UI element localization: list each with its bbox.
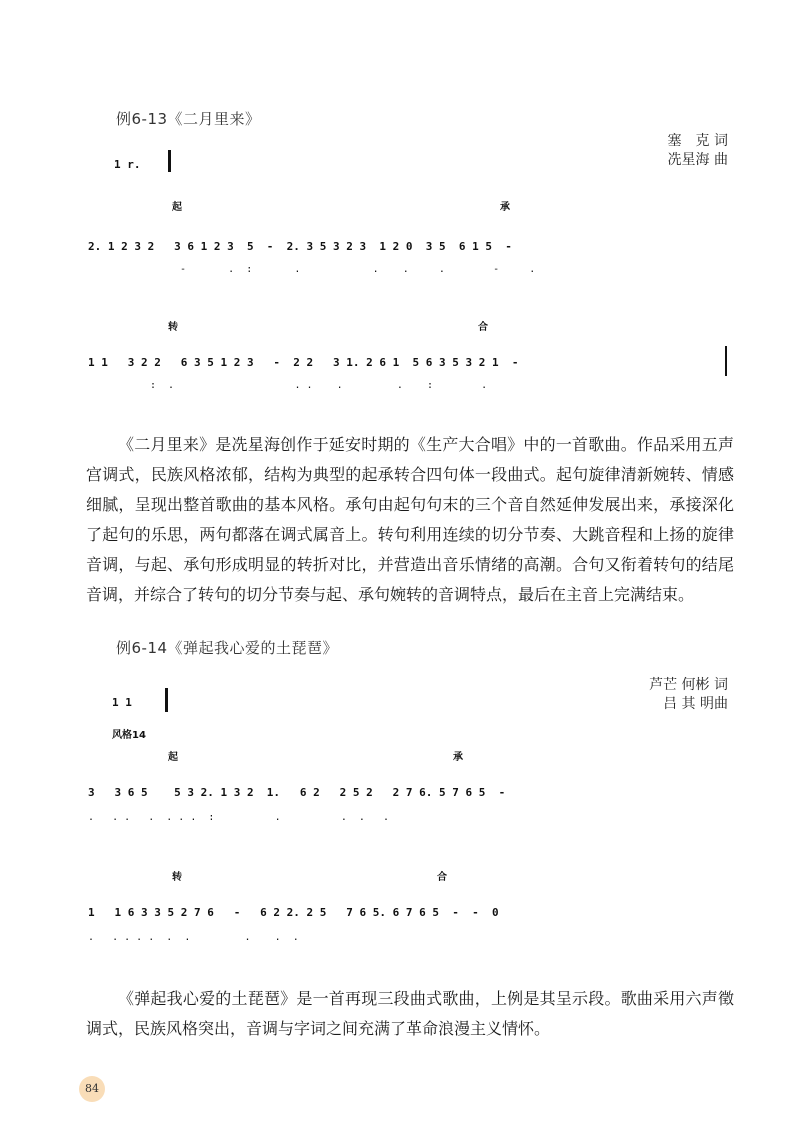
section-marker-cheng: 承 — [453, 752, 463, 763]
example-2-credits — [649, 676, 728, 714]
score-row-3: 3 3 6 5 5 3 2. 1 3 2 1. 6 2 2 5 2 2 7 6. 5 7 6 5 - — [88, 786, 506, 799]
score-row-2: 1 1 3 2 2 6 3 5 1 2 3 - 2 2 3 1. 2 6 1 5 6 3 5 3 2 1 - — [88, 356, 519, 369]
section-marker-he: 合 — [437, 872, 447, 883]
section-marker-qi: 起 — [168, 752, 178, 763]
composer-credit: 冼星海 曲 — [667, 152, 728, 168]
score-row-4: 1 1 6 3 3 5 2 7 6 - 6 2 2. 2 5 7 6 5. 6 7 6 5 - - 0 — [88, 906, 499, 919]
example-title-2: 例6-14《弹起我心爱的土琵琶》 — [116, 639, 339, 657]
barline-marker — [168, 150, 171, 172]
score-row-2-dots: : . . . . . : . — [150, 380, 488, 391]
score-row-1-dots: - . : . . . . - . — [180, 264, 536, 275]
lyricist-credit: 塞 克 词 — [667, 133, 728, 149]
section-marker-zhuan: 转 — [168, 322, 178, 333]
section-marker-cheng: 承 — [500, 202, 510, 213]
example-1-credits — [668, 132, 728, 170]
time-signature: 1 r. — [114, 158, 141, 171]
page-number: 84 — [79, 1076, 105, 1102]
analysis-paragraph-1: 《二月里来》是冼星海创作于延安时期的《生产大合唱》中的一首歌曲。作品采用五声宫调式，民族风格浓郁，结构为典型的起承转合四句体一段曲式。起句旋律清新婉转、情感细腻，呈现出整首歌曲的基本风格。承句由起句句末的三个音自然延伸发展出来，承接深化了起句的乐思，两句都落在调式属音上。转句利用连续的切分节奏、大跳音程和上扬的旋律音调，与起、承句形成明显的转折对比，并营造出音乐情绪的高潮。合句又衔着转句的结尾音调，并综合了转句的切分节奏与起、承句婉转的音调特点，最后在主音上完满结束。 — [86, 435, 734, 604]
section-marker-he: 合 — [478, 322, 488, 333]
final-barline — [725, 346, 727, 376]
section-marker-qi: 起 — [172, 202, 182, 213]
score-row-3-dots: . . . . . . . : . . . . — [88, 812, 390, 823]
section-marker-zhuan: 转 — [172, 872, 182, 883]
composer-credit: 吕 其 明曲 — [663, 696, 728, 712]
time-signature: 1 1 — [112, 696, 132, 709]
barline-marker — [165, 688, 168, 712]
score-row-4-dots: . . . . . . . . . . — [88, 932, 299, 943]
analysis-paragraph-2: 《弹起我心爱的土琵琶》是一首再现三段曲式歌曲，上例是其呈示段。歌曲采用六声徵调式，民族风格突出，音调与字词之间充满了革命浪漫主义情怀。 — [86, 989, 734, 1038]
tempo-marking: 风格14 — [112, 730, 146, 741]
example-title-1: 例6-13《二月里来》 — [116, 110, 261, 128]
lyricist-credit: 芦芒 何彬 词 — [649, 677, 728, 693]
score-row-1: 2. 1 2 3 2 3 6 1 2 3 5 - 2. 3 5 3 2 3 1 2 0 3 5 6 1 5 - — [88, 240, 512, 253]
